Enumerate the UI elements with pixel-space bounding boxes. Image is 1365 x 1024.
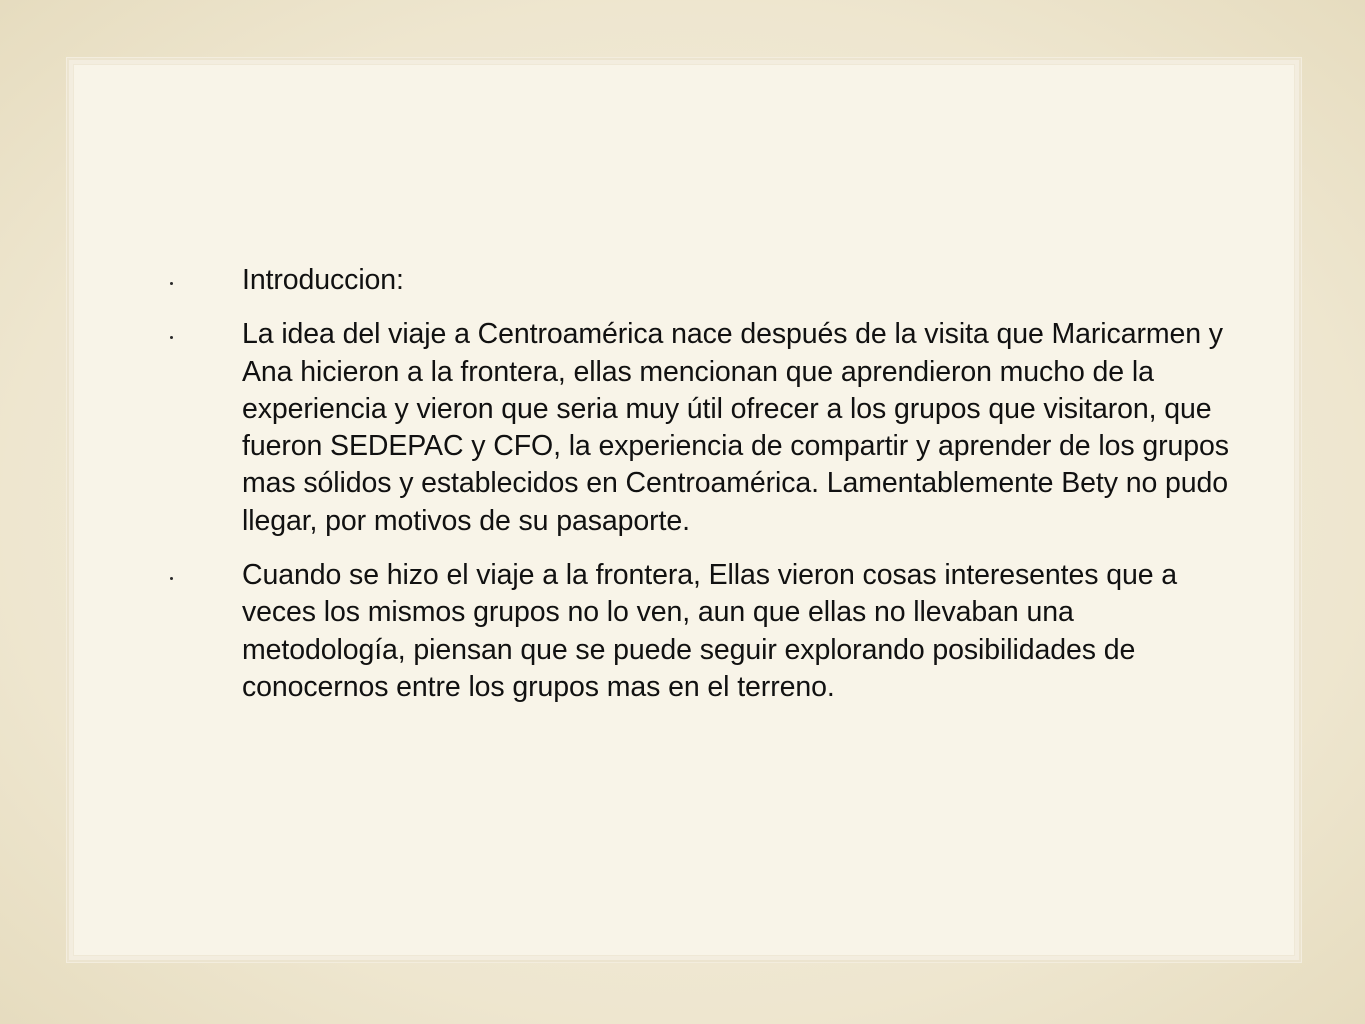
bullet-dot-icon xyxy=(170,577,173,580)
slide-content xyxy=(160,262,1230,723)
bullet-item-intro xyxy=(160,262,1230,299)
bullet-item-idea xyxy=(160,316,1230,540)
bullet-text: La idea del viaje a Centroamérica nace después de la visita que Maricarmen y Ana hicieron a la frontera, ellas mencionan que aprendieron mucho de la experiencia y vieron que seria muy útil ofrecer a los grupos que visitaron, que fueron SEDEPAC y CFO, la experiencia de compartir y aprender de los grupos mas sólidos y establecidos en Centroamérica. Lamentablemente Bety no pudo llegar, por motivos de su pasaporte. xyxy=(242,318,1229,537)
bullet-dot-icon xyxy=(170,282,173,285)
bullet-item-viaje xyxy=(160,557,1230,706)
bullet-dot-icon xyxy=(170,336,173,339)
bullet-text: Cuando se hizo el viaje a la frontera, Ellas vieron cosas interesentes que a veces los mismos grupos no lo ven, aun que ellas no llevaban una metodología, piensan que se puede seguir explorando posibilidades de conocernos entre los grupos mas en el terreno. xyxy=(242,559,1178,703)
bullet-text: Introduccion: xyxy=(242,264,404,296)
